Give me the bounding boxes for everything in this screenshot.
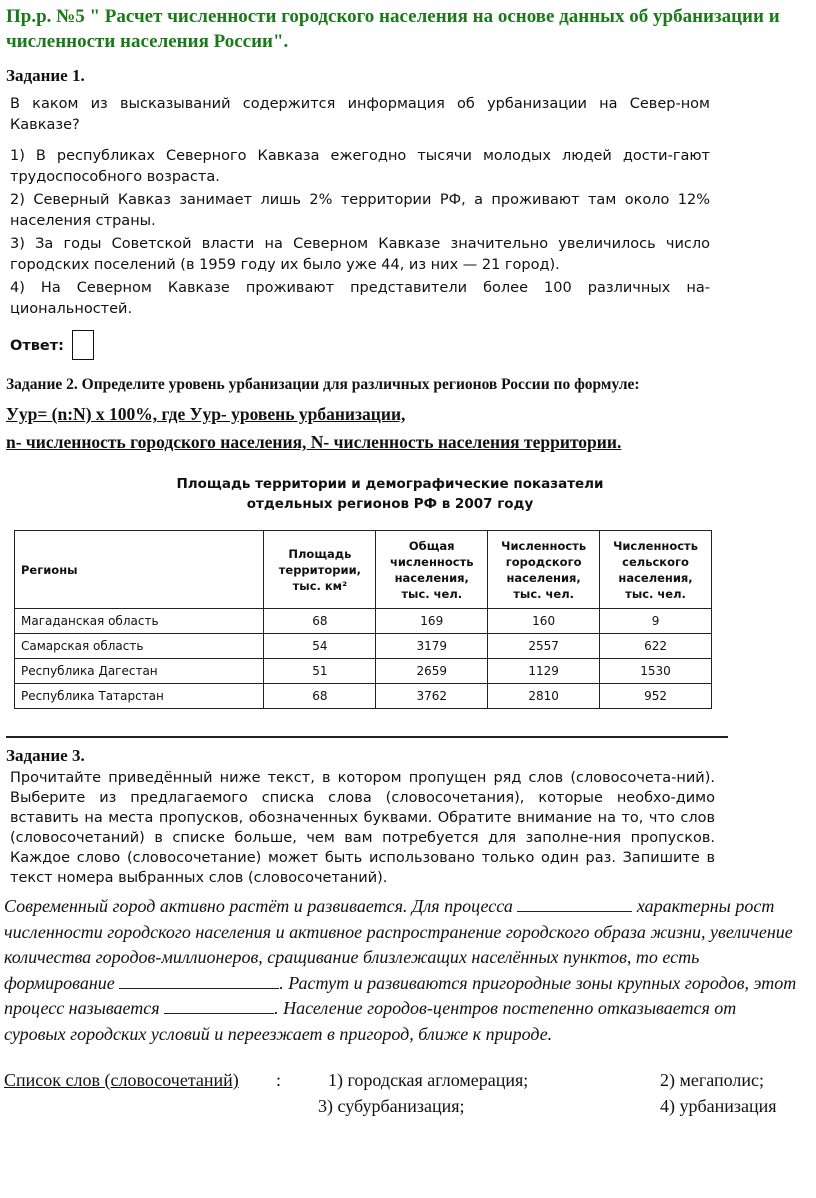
- table-row: [15, 684, 712, 709]
- word-list-colon: :: [276, 1070, 282, 1090]
- cell-rural: 9: [600, 609, 712, 634]
- section-divider: [6, 736, 728, 738]
- table-row: [15, 609, 712, 634]
- cell-rural: 622: [600, 634, 712, 659]
- cell-urban: 160: [488, 609, 600, 634]
- page-title: Пр.р. №5 " Расчет численности городского населения на основе данных об урбанизации и численности населения России".: [6, 6, 780, 52]
- task3-text: [4, 894, 800, 1047]
- cell-area: 68: [264, 684, 376, 709]
- cell-region: Республика Дагестан: [15, 659, 264, 684]
- header-total-pop: Общая численность населения, тыс. чел.: [376, 531, 488, 609]
- table-header-row: [15, 531, 712, 609]
- task1-option-2: 2) Северный Кавказ занимает лишь 2% территории РФ, а проживают там около 12% населения страны.: [10, 192, 710, 229]
- answer-box[interactable]: [72, 330, 94, 360]
- text-part-2: характерны рост численности городского населения и активное распространение городского образа жизни, увеличение количества городов-миллионеров, сращивание близлежащих населённых пунктов, то есть формирование: [4, 896, 793, 993]
- cell-rural: 1530: [600, 659, 712, 684]
- table-row: [15, 634, 712, 659]
- task3-instruction: Прочитайте приведённый ниже текст, в котором пропущен ряд слов (словосочета-ний). Выберите из предлагаемого списка слова (словосочетания), которые необхо-димо вставить на места пропусков, обозначенных буквами. Обратите внимание на то, что слов (словосочетаний) в списке больше, чем вам потребуется для заполне-ния пропусков. Каждое слово (словосочетание) может быть использовано только один раз. Запишите в текст номера выбранных слов (словосочетаний).: [10, 770, 715, 886]
- word-option-1: 1) городская агломерация;: [328, 1070, 529, 1090]
- cell-total: 3179: [376, 634, 488, 659]
- header-urban-pop: Численность городского населения, тыс. чел.: [488, 531, 600, 609]
- cell-urban: 2810: [488, 684, 600, 709]
- blank-b[interactable]: [119, 972, 279, 989]
- word-option-3: 3) субурбанизация;: [318, 1096, 465, 1116]
- table-row: [15, 659, 712, 684]
- header-rural-pop: Численность сельского населения, тыс. чел.: [600, 531, 712, 609]
- word-option-2: 2) мегаполис;: [660, 1070, 765, 1090]
- task1-option-4: 4) На Северном Кавказе проживают представители более 100 различных на-циональностей.: [10, 280, 710, 317]
- table-caption-line1: Площадь территории и демографические показатели: [176, 476, 604, 492]
- cell-region: Республика Татарстан: [15, 684, 264, 709]
- answer-label: Ответ:: [10, 338, 64, 354]
- cell-total: 2659: [376, 659, 488, 684]
- word-list-label: Список слов (словосочетаний): [4, 1070, 239, 1090]
- regions-table: [14, 530, 712, 709]
- blank-a[interactable]: [517, 895, 632, 912]
- cell-area: 51: [264, 659, 376, 684]
- task3-heading: Задание 3.: [6, 746, 85, 765]
- text-part-4: . Население городов-центров постепенно отказывается от суровых городских условий и переезжает в пригород, ближе к природе.: [4, 998, 737, 1044]
- cell-urban: 2557: [488, 634, 600, 659]
- table-caption-line2: отдельных регионов РФ в 2007 году: [246, 496, 534, 512]
- cell-area: 68: [264, 609, 376, 634]
- cell-region: Самарская область: [15, 634, 264, 659]
- header-area: Площадь территории, тыс. км²: [264, 531, 376, 609]
- blank-c[interactable]: [164, 997, 274, 1014]
- cell-area: 54: [264, 634, 376, 659]
- cell-rural: 952: [600, 684, 712, 709]
- task2-formula-line1: Уур= (n:N) х 100%, где Уур- уровень урбанизации,: [6, 404, 406, 424]
- task1-option-1: 1) В республиках Северного Кавказа ежегодно тысячи молодых людей дости-гают трудоспособного возраста.: [10, 148, 710, 185]
- cell-total: 169: [376, 609, 488, 634]
- task1-option-3: 3) За годы Советской власти на Северном Кавказе значительно увеличилось число городских поселений (в 1959 году их было уже 44, из них — 21 город).: [10, 236, 710, 273]
- cell-total: 3762: [376, 684, 488, 709]
- text-part-1: Современный город активно растёт и развивается. Для процесса: [4, 896, 513, 916]
- task2-heading: Задание 2. Определите уровень урбанизации для различных регионов России по формуле:: [6, 376, 640, 393]
- cell-urban: 1129: [488, 659, 600, 684]
- task1-question: В каком из высказываний содержится информация об урбанизации на Север-ном Кавказе?: [10, 96, 710, 133]
- word-option-4: 4) урбанизация: [660, 1096, 777, 1116]
- header-regions: Регионы: [15, 531, 264, 609]
- task1-heading: Задание 1.: [6, 66, 85, 85]
- task2-formula-line2: n- численность городского населения, N- численность населения территории.: [6, 432, 622, 452]
- cell-region: Магаданская область: [15, 609, 264, 634]
- text-part-3: . Растут и развиваются пригородные зоны крупных городов, этот процесс называется: [4, 972, 797, 1018]
